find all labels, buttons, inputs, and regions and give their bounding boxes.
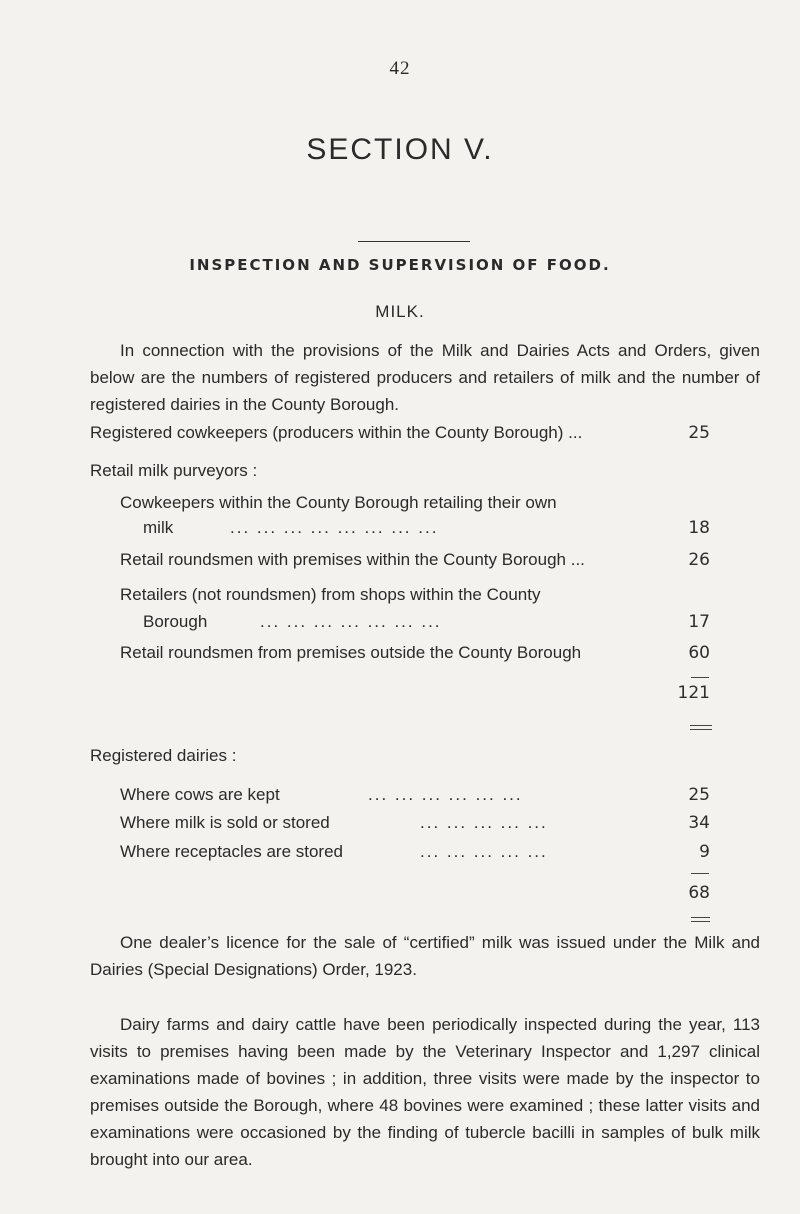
- milk-sold-label: Where milk is sold or stored: [120, 813, 330, 832]
- cowkeepers-retailing-label-2: milk: [143, 518, 174, 537]
- cowkeepers-retailing-label-1: Cowkeepers within the County Borough retailing their own: [120, 493, 557, 512]
- cowkeepers-retailing-value: 18: [688, 518, 710, 538]
- dot-leader: ... ... ... ... ...: [420, 842, 548, 861]
- dot-leader: ... ... ... ... ...: [420, 813, 548, 832]
- dot-leader: ... ... ... ... ... ...: [368, 785, 523, 804]
- roundsmen-outside-label: Retail roundsmen from premises outside the County Borough: [120, 643, 582, 662]
- dairy-farms-paragraph: Dairy farms and dairy cattle have been periodically inspected during the year, 113 visits to premises having been made by the Veterinary Inspector and 1,297 clinical examinations made of bovines ; in addition, three visits were made by the inspector to premises outside the Borough, where 48 bovines were examined ; these latter visits and examinations were occasioned by the finding of tubercle bacilli in samples of bulk milk brought into our area.: [90, 1015, 760, 1169]
- producers-total: 121: [677, 683, 710, 703]
- dot-leader: ... ... ... ... ... ... ...: [260, 612, 442, 631]
- page-number: 42: [389, 58, 411, 79]
- subheading: MILK.: [375, 302, 425, 321]
- dot-leader: ... ... ... ... ... ... ... ...: [230, 518, 439, 537]
- shop-retailers-label-2: Borough: [143, 612, 208, 631]
- producers-subtotal-rule: [691, 677, 709, 678]
- dairies-total: 68: [688, 883, 710, 903]
- milk-sold-value: 34: [688, 813, 710, 833]
- cows-kept-value: 25: [688, 785, 710, 805]
- roundsmen-outside-value: 60: [688, 643, 710, 663]
- roundsmen-within-label: Retail roundsmen with premises within the County Borough ...: [120, 550, 585, 569]
- section-title: SECTION V.: [306, 133, 494, 166]
- receptacles-value: 9: [699, 842, 710, 862]
- dairies-subtotal-rule: [691, 873, 709, 874]
- title-rule: [358, 241, 470, 242]
- shop-retailers-value: 17: [688, 612, 710, 632]
- registered-cowkeepers-label: Registered cowkeepers (producers within the County Borough) ...: [90, 423, 583, 442]
- licence-paragraph: One dealer’s licence for the sale of “certified” milk was issued under the Milk and Dairies (Special Designations) Order, 1923.: [90, 933, 760, 979]
- retail-purveyors-heading: Retail milk purveyors :: [90, 461, 258, 480]
- dairies-total-rule: [691, 917, 710, 922]
- heading: INSPECTION AND SUPERVISION OF FOOD.: [189, 256, 611, 274]
- cows-kept-label: Where cows are kept: [120, 785, 280, 804]
- dairies-heading: Registered dairies :: [90, 746, 237, 765]
- producers-total-rule: [690, 725, 712, 730]
- receptacles-label: Where receptacles are stored: [120, 842, 343, 861]
- intro-paragraph: In connection with the provisions of the Milk and Dairies Acts and Orders, given below are the numbers of registered producers and retailers of milk and the number of registered dairies in the County Borough.: [90, 341, 760, 414]
- shop-retailers-label-1: Retailers (not roundsmen) from shops within the County: [120, 585, 541, 604]
- registered-cowkeepers-value: 25: [688, 423, 710, 443]
- roundsmen-within-value: 26: [688, 550, 710, 570]
